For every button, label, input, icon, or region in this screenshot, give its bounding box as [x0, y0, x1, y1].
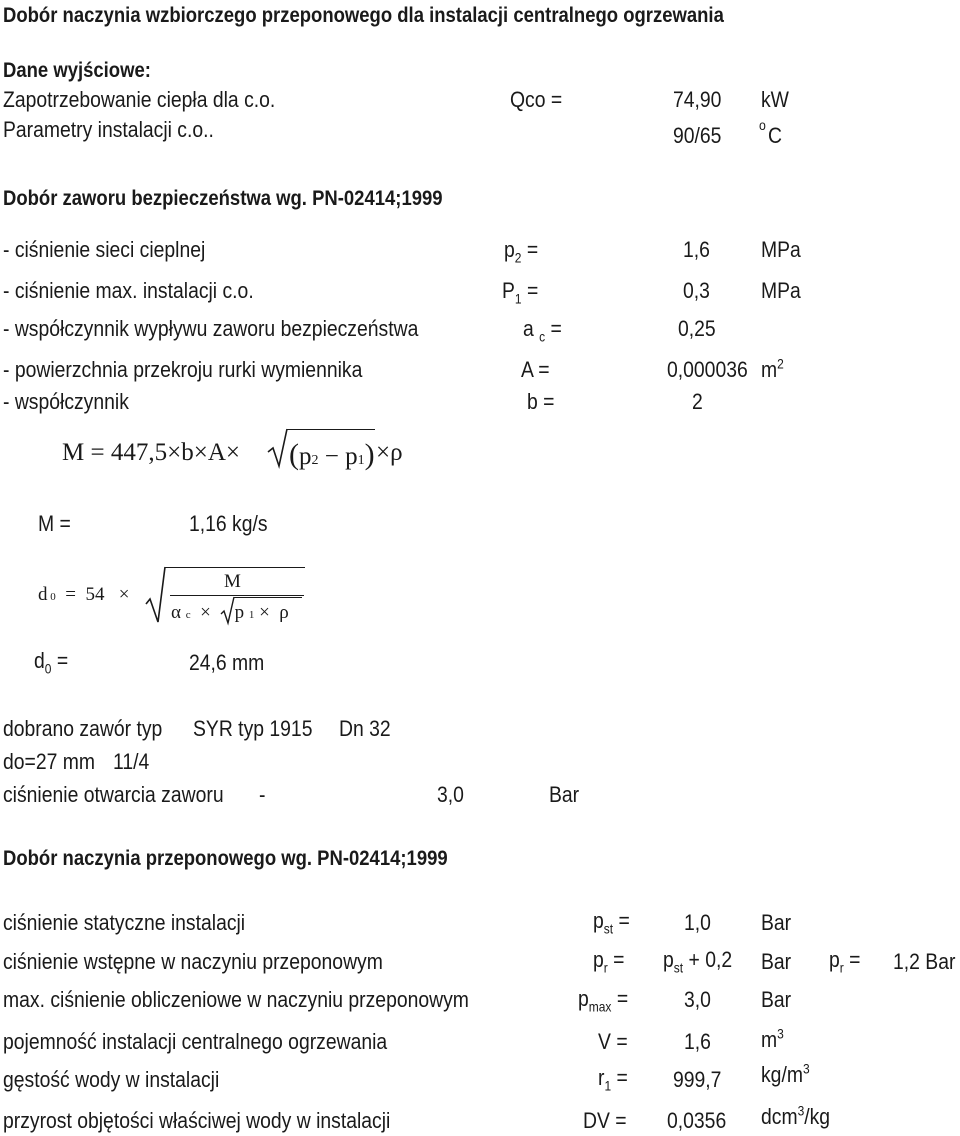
vessel-row-label: ciśnienie wstępne w naczyniu przeponowym	[3, 949, 383, 974]
vessel-row-symbol: $p_{st}$ =	[593, 908, 630, 937]
params-unit-degree: o	[759, 117, 766, 133]
opening-pressure-unit: Bar	[549, 782, 580, 807]
chosen-valve-dn: Dn 32	[339, 716, 391, 741]
result-m-label: M =	[38, 511, 71, 536]
opening-pressure-label: ciśnienie otwarcia zaworu	[3, 782, 224, 807]
vessel-row-value: $p_{st} + 0,2$	[663, 947, 733, 976]
result-d-value: 24,6 mm	[189, 650, 265, 675]
valve-row-value: 0,000036	[667, 357, 748, 382]
formula-m-lhs: M = 447,5×b×A×	[62, 439, 240, 466]
heat-demand-symbol: Qco =	[510, 87, 563, 112]
vessel-row-label: gęstość wody w instalacji	[3, 1067, 220, 1092]
heat-demand-value: 74,90	[673, 87, 722, 112]
valve-row-symbol: $P_1$ =	[502, 278, 539, 307]
preliminary-pressure-symbol: $p_r$ =	[829, 947, 861, 976]
valve-row-symbol: b =	[527, 389, 555, 414]
formula-m-rho: ×ρ	[376, 439, 403, 466]
vessel-row-unit: Bar	[761, 949, 792, 974]
result-m-value: 1,16 kg/s	[189, 511, 268, 536]
params-unit: C	[768, 123, 782, 148]
vessel-row-value: 0,0356	[667, 1108, 727, 1133]
result-d-label: $d_0$ =	[34, 648, 69, 677]
vessel-heading: Dobór naczynia przeponowego wg. PN-02414;1999	[3, 847, 448, 870]
preliminary-pressure-value: 1,2 Bar	[893, 949, 956, 974]
vessel-row-symbol: V =	[598, 1029, 628, 1054]
formula-d-denominator: α c × p 1 × ρ	[171, 602, 289, 623]
chosen-valve-do: do=27 mm	[3, 749, 96, 774]
valve-row-label: - ciśnienie max. instalacji c.o.	[3, 278, 254, 303]
valve-row-unit: $m^2$	[761, 356, 784, 382]
chosen-valve-size: 11/4	[113, 749, 150, 774]
valve-row-symbol: A =	[521, 357, 550, 382]
valve-row-symbol: $p_2$ =	[504, 237, 539, 266]
vessel-row-label: pojemność instalacji centralnego ogrzewania	[3, 1029, 388, 1054]
page-title: Dobór naczynia wzbiorczego przeponowego dla instalacji centralnego ogrzewania	[3, 4, 724, 27]
valve-heading: Dobór zaworu bezpieczeństwa wg. PN-02414;1999	[3, 187, 443, 210]
radical-bar	[287, 429, 375, 430]
vessel-row-value: 1,0	[684, 910, 711, 935]
vessel-row-value: 1,6	[684, 1029, 711, 1054]
vessel-row-symbol: $p_{max}$ =	[578, 986, 629, 1015]
valve-row-symbol: a $_c$ =	[523, 316, 562, 345]
formula-m-radicand: (p2 − p1)	[289, 438, 375, 471]
vessel-row-unit: $kg/m^3$	[761, 1061, 810, 1087]
valve-row-value: 0,25	[678, 316, 716, 341]
formula-d-numerator: M	[224, 571, 241, 592]
radical-bar	[234, 597, 302, 598]
valve-row-label: - ciśnienie sieci cieplnej	[3, 237, 206, 262]
valve-row-value: 0,3	[683, 278, 710, 303]
valve-row-unit: MPa	[761, 278, 801, 303]
heat-demand-label: Zapotrzebowanie ciepła dla c.o.	[3, 87, 276, 112]
valve-row-value: 1,6	[683, 237, 710, 262]
valve-row-unit: MPa	[761, 237, 801, 262]
valve-row-label: - powierzchnia przekroju rurki wymiennika	[3, 357, 363, 382]
params-value: 90/65	[673, 123, 722, 148]
vessel-row-value: 3,0	[684, 987, 711, 1012]
formula-d-lhs: d 0 = 54 ×	[38, 584, 130, 605]
input-heading: Dane wyjściowe:	[3, 59, 151, 82]
vessel-row-unit: Bar	[761, 987, 792, 1012]
radical-bar	[165, 567, 305, 568]
vessel-row-value: 999,7	[673, 1067, 722, 1092]
valve-row-label: - współczynnik	[3, 389, 129, 414]
vessel-row-symbol: $p_r$ =	[593, 947, 625, 976]
radical-icon	[268, 428, 288, 468]
vessel-row-label: max. ciśnienie obliczeniowe w naczyniu przeponowym	[3, 987, 469, 1012]
chosen-valve-label: dobrano zawór typ	[3, 716, 163, 741]
vessel-row-unit: $m^3$	[761, 1026, 784, 1052]
heat-demand-unit: kW	[761, 87, 789, 112]
chosen-valve-type: SYR typ 1915	[193, 716, 313, 741]
vessel-row-label: przyrost objętości właściwej wody w instalacji	[3, 1108, 391, 1133]
valve-row-value: 2	[692, 389, 703, 414]
vessel-row-unit: dcm$^3$/kg	[761, 1103, 831, 1129]
vessel-row-symbol: $r_1$ =	[598, 1065, 628, 1094]
params-label: Parametry instalacji c.o..	[3, 117, 214, 142]
opening-pressure-dash: -	[259, 782, 266, 807]
opening-pressure-value: 3,0	[437, 782, 464, 807]
vessel-row-label: ciśnienie statyczne instalacji	[3, 910, 246, 935]
valve-row-label: - współczynnik wypływu zaworu bezpieczeństwa	[3, 316, 419, 341]
vessel-row-symbol: DV =	[583, 1108, 627, 1133]
vessel-row-unit: Bar	[761, 910, 792, 935]
radical-icon	[146, 566, 166, 624]
fraction-bar	[170, 595, 304, 596]
